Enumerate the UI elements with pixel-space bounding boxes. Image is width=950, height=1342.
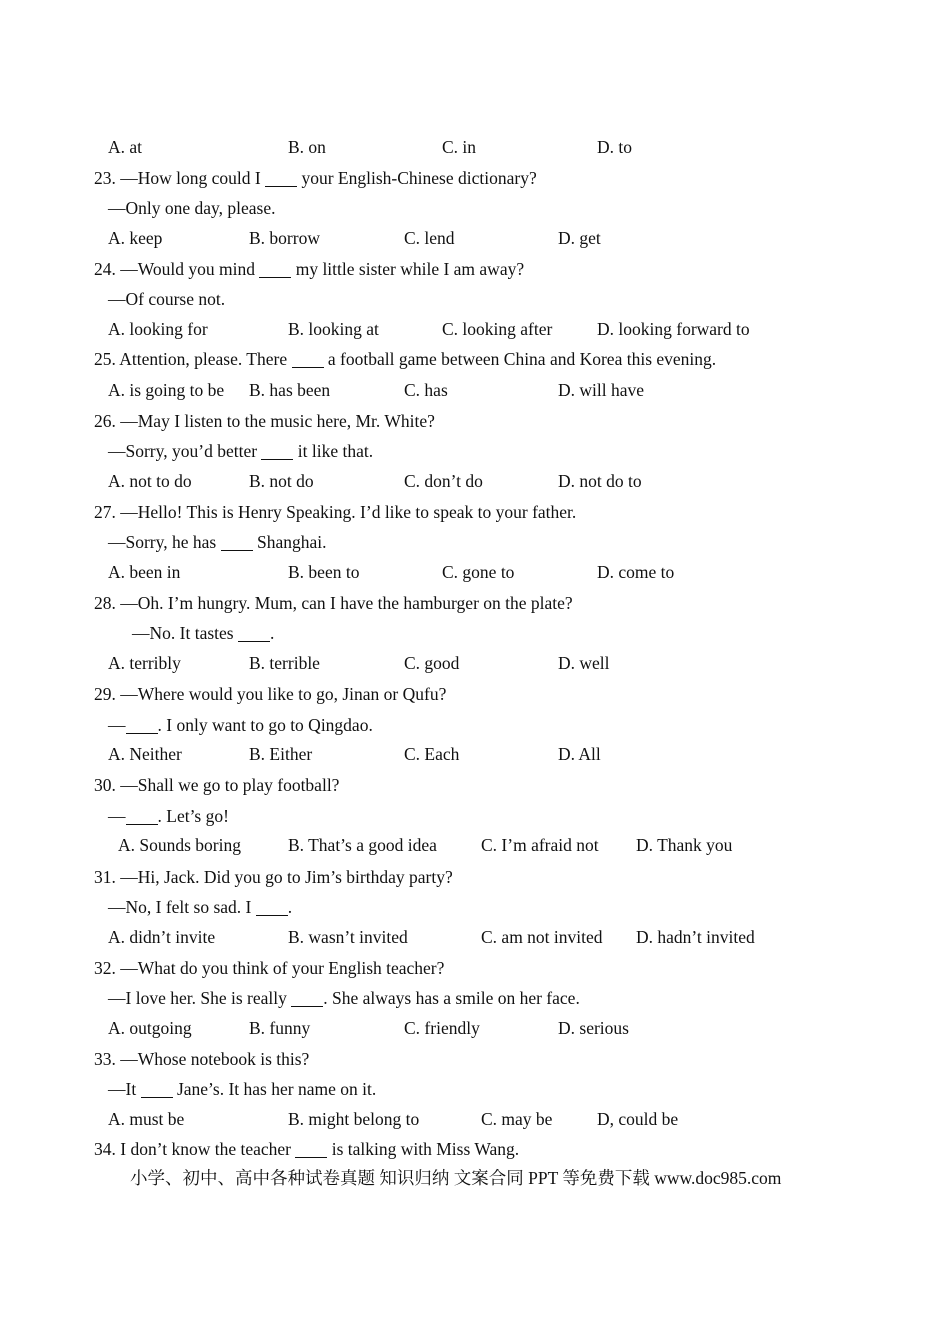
q33-option-a: A. must be: [108, 1109, 185, 1129]
q24-option-b: B. looking at: [288, 319, 379, 339]
q23-options: [0, 228, 950, 252]
q33-option-b: B. might belong to: [288, 1109, 420, 1129]
q24-option-a: A. looking for: [108, 319, 208, 339]
q34-stem: 34. I don’t know the teacher is talking with Miss Wang.: [94, 1139, 520, 1159]
q25-stem: 25. Attention, please. There a football game between China and Korea this evening.: [94, 349, 717, 369]
q29-option-c: C. Each: [404, 744, 460, 764]
q27-options: [0, 562, 950, 586]
answer-blank: [238, 624, 270, 643]
q26-option-a: A. not to do: [108, 471, 192, 491]
q28-option-a: A. terribly: [108, 653, 181, 673]
q26-option-c: C. don’t do: [404, 471, 483, 491]
q23-option-c: C. lend: [404, 228, 455, 248]
q27-option-c: C. gone to: [442, 562, 515, 582]
q23-option-b: B. borrow: [249, 228, 320, 248]
q31-option-d: D. hadn’t invited: [636, 927, 755, 947]
answer-blank: [126, 716, 158, 735]
answer-blank: [292, 350, 324, 369]
q28-option-b: B. terrible: [249, 653, 320, 673]
q25-options: [0, 380, 950, 404]
q22-option-c: C. in: [442, 137, 477, 157]
q30-option-c: C. I’m afraid not: [481, 835, 599, 855]
answer-blank: [295, 1140, 327, 1159]
q27-option-a: A. been in: [108, 562, 181, 582]
q33-option-d: D, could be: [597, 1109, 679, 1129]
q31-reply: —No, I felt so sad. I .: [108, 897, 293, 917]
q29-option-b: B. Either: [249, 744, 313, 764]
q26-option-b: B. not do: [249, 471, 314, 491]
q30-stem: 30. —Shall we go to play football?: [94, 775, 340, 795]
q22-options: [0, 137, 950, 161]
q27-option-d: D. come to: [597, 562, 675, 582]
answer-blank: [261, 442, 293, 461]
q30-option-b: B. That’s a good idea: [288, 835, 437, 855]
q30-reply: — . Let’s go!: [108, 806, 229, 826]
q33-options: [0, 1109, 950, 1133]
q33-stem: 33. —Whose notebook is this?: [94, 1049, 310, 1069]
q23-option-d: D. get: [558, 228, 601, 248]
q28-option-d: D. well: [558, 653, 610, 673]
q32-reply: —I love her. She is really . She always has a smile on her face.: [108, 988, 580, 1008]
q23-option-a: A. keep: [108, 228, 163, 248]
q31-option-a: A. didn’t invite: [108, 927, 216, 947]
q23-reply: —Only one day, please.: [108, 198, 276, 218]
answer-blank: [221, 533, 253, 552]
q24-reply: —Of course not.: [108, 289, 226, 309]
q22-option-a: A. at: [108, 137, 143, 157]
q22-option-d: D. to: [597, 137, 632, 157]
answer-blank: [259, 260, 291, 279]
q25-option-a: A. is going to be: [108, 380, 225, 400]
q29-options: [0, 744, 950, 768]
q31-option-b: B. wasn’t invited: [288, 927, 408, 947]
q32-option-c: C. friendly: [404, 1018, 480, 1038]
q25-option-d: D. will have: [558, 380, 645, 400]
q30-option-a: A. Sounds boring: [118, 835, 241, 855]
q33-reply: —It Jane’s. It has her name on it.: [108, 1079, 377, 1099]
answer-blank: [256, 898, 288, 917]
q30-option-d: D. Thank you: [636, 835, 733, 855]
q26-reply: —Sorry, you’d better it like that.: [108, 441, 374, 461]
q26-options: [0, 471, 950, 495]
q30-options: [0, 835, 950, 859]
page-footer: 小学、初中、高中各种试卷真题 知识归纳 文案合同 PPT 等免费下载 www.doc985.com: [130, 1168, 782, 1188]
q33-option-c: C. may be: [481, 1109, 553, 1129]
answer-blank: [291, 989, 323, 1008]
q24-option-c: C. looking after: [442, 319, 553, 339]
q25-option-c: C. has: [404, 380, 448, 400]
q29-option-a: A. Neither: [108, 744, 182, 764]
q32-option-b: B. funny: [249, 1018, 311, 1038]
q27-option-b: B. been to: [288, 562, 360, 582]
q28-reply: —No. It tastes .: [132, 623, 275, 643]
answer-blank: [265, 169, 297, 188]
q31-options: [0, 927, 950, 951]
q28-stem: 28. —Oh. I’m hungry. Mum, can I have the hamburger on the plate?: [94, 593, 573, 613]
q25-option-b: B. has been: [249, 380, 331, 400]
q24-option-d: D. looking forward to: [597, 319, 750, 339]
q27-stem: 27. —Hello! This is Henry Speaking. I’d like to speak to your father.: [94, 502, 577, 522]
answer-blank: [126, 807, 158, 826]
q32-options: [0, 1018, 950, 1042]
q29-option-d: D. All: [558, 744, 601, 764]
q23-stem: 23. —How long could I your English-Chinese dictionary?: [94, 168, 537, 188]
q29-reply: — . I only want to go to Qingdao.: [108, 715, 373, 735]
q29-stem: 29. —Where would you like to go, Jinan or Qufu?: [94, 684, 447, 704]
q22-option-b: B. on: [288, 137, 326, 157]
q26-option-d: D. not do to: [558, 471, 642, 491]
q28-option-c: C. good: [404, 653, 460, 673]
q32-stem: 32. —What do you think of your English teacher?: [94, 958, 445, 978]
q31-stem: 31. —Hi, Jack. Did you go to Jim’s birthday party?: [94, 867, 453, 887]
q32-option-d: D. serious: [558, 1018, 629, 1038]
answer-blank: [141, 1080, 173, 1099]
q28-options: [0, 653, 950, 677]
q32-option-a: A. outgoing: [108, 1018, 192, 1038]
q31-option-c: C. am not invited: [481, 927, 603, 947]
q27-reply: —Sorry, he has Shanghai.: [108, 532, 327, 552]
q26-stem: 26. —May I listen to the music here, Mr. White?: [94, 411, 435, 431]
q24-options: [0, 319, 950, 343]
q24-stem: 24. —Would you mind my little sister while I am away?: [94, 259, 525, 279]
